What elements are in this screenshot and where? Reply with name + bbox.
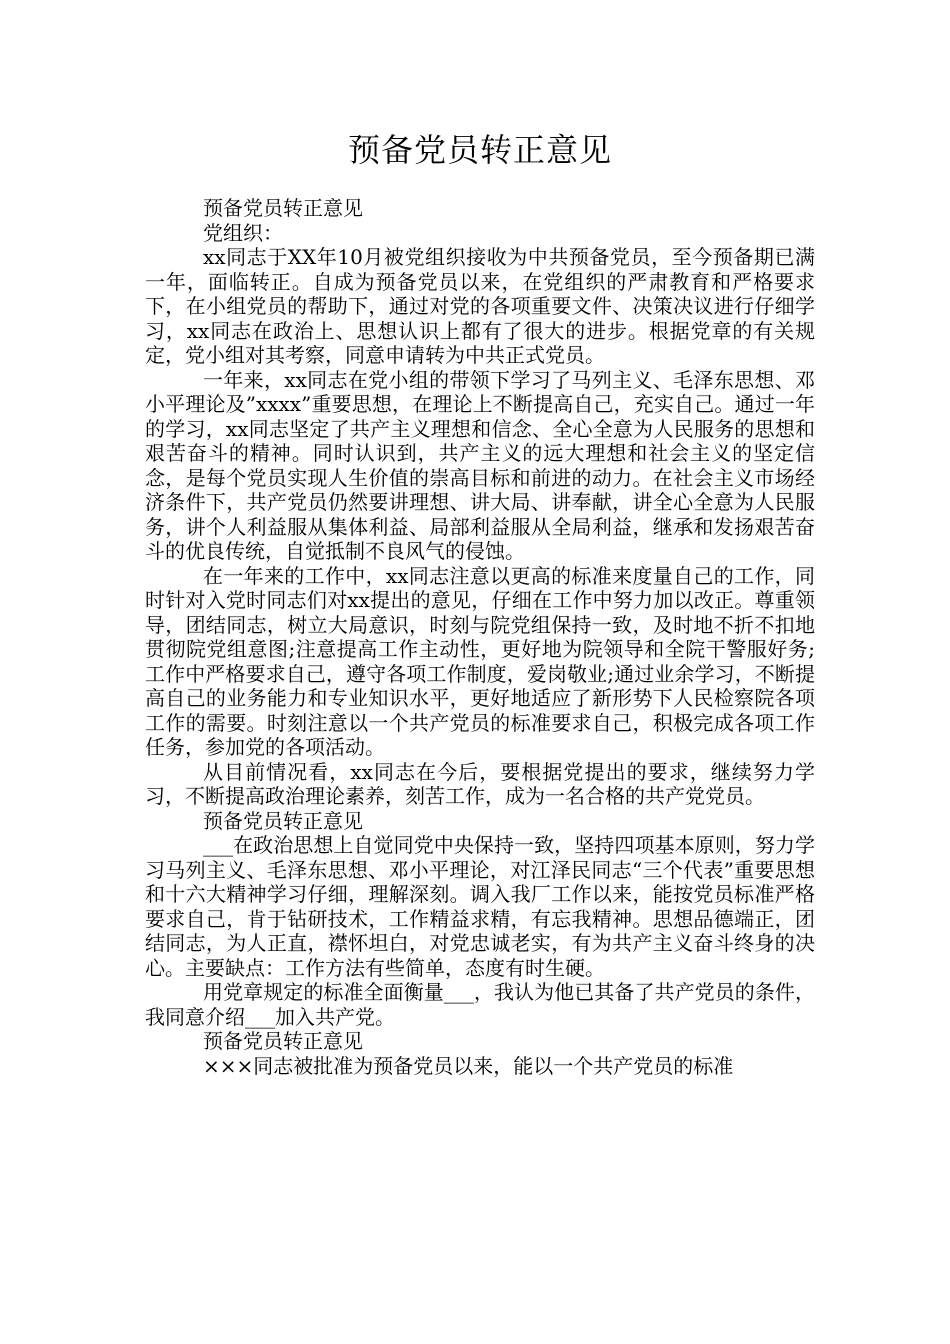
section-heading-paragraph: 预备党员转正意见 bbox=[203, 1029, 363, 1053]
salutation-paragraph: 党组织： bbox=[203, 220, 283, 245]
subtitle-paragraph: 预备党员转正意见 bbox=[203, 196, 363, 220]
section-heading-paragraph: 预备党员转正意见 bbox=[203, 808, 363, 833]
body-paragraph: xx同志于XX年10月被党组织接收为中共预备党员，至今预备期已满一年，面临转正。自成为预备党员以来，在党组织的严肃教育和严格要求下，在小组党员的帮助下，通过对党的各项重要文件、决策决议进行仔细学习，xx同志在政治上、思想认识上都有了很大的进步。根据党章的有关规定，党小组对其考察，同意申请转为中共正式党员。 bbox=[145, 245, 815, 367]
document-title: 预备党员转正意见 bbox=[347, 131, 612, 169]
body-paragraph: ___在政治思想上自觉同党中央保持一致，坚持四项基本原则，努力学习马列主义、毛泽东思想、邓小平理论，对江泽民同志“三个代表”重要思想和十六大精神学习仔细，理解深刻。调入我厂工作以来，能按党员标准严格要求自己，肯于钻研技术，工作精益求精，有忘我精神。思想品德端正，团结同志，为人正直，襟怀坦白，对党忠诚老实，有为共产主义奋斗终身的决心。主要缺点：工作方法有些简单，态度有时生硬。 bbox=[145, 833, 815, 980]
document-body bbox=[145, 196, 815, 1078]
body-paragraph: ×××同志被批准为预备党员以来，能以一个共产党员的标准 bbox=[203, 1053, 734, 1078]
body-paragraph: 在一年来的工作中，xx同志注意以更高的标准来度量自己的工作，同时针对入党时同志们对xx提出的意见，仔细在工作中努力加以改正。尊重领导，团结同志，树立大局意识，时刻与院党组保持一致，及时地不折不扣地贯彻院党组意图;注意提高工作主动性，更好地为院领导和全院干警服好务;工作中严格要求自己，遵守各项工作制度，爱岗敬业;通过业余学习，不断提高自己的业务能力和专业知识水平，更好地适应了新形势下人民检察院各项工作的需要。时刻注意以一个共产党员的标准要求自己，积极完成各项工作任务，参加党的各项活动。 bbox=[145, 563, 815, 759]
body-paragraph: 一年来，xx同志在党小组的带领下学习了马列主义、毛泽东思想、邓小平理论及”xxxx”重要思想，在理论上不断提高自己，充实自己。通过一年的学习，xx同志坚定了共产主义理想和信念、全心全意为人民服务的思想和艰苦奋斗的精神。同时认识到，共产主义的远大理想和社会主义的坚定信念，是每个党员实现人生价值的崇高目标和前进的动力。在社会主义市场经济条件下，共产党员仍然要讲理想、讲大局、讲奉献，讲全心全意为人民服务，讲个人利益服从集体利益、局部利益服从全局利益，继承和发扬艰苦奋斗的优良传统，自觉抵制不良风气的侵蚀。 bbox=[145, 367, 815, 563]
body-paragraph: 从目前情况看，xx同志在今后，要根据党提出的要求，继续努力学习，不断提高政治理论素养，刻苦工作，成为一名合格的共产党党员。 bbox=[145, 759, 815, 808]
document-page bbox=[145, 0, 815, 1078]
body-paragraph: 用党章规定的标准全面衡量___，我认为他已其备了共产党员的条件，我同意介绍___加入共产党。 bbox=[145, 980, 815, 1029]
